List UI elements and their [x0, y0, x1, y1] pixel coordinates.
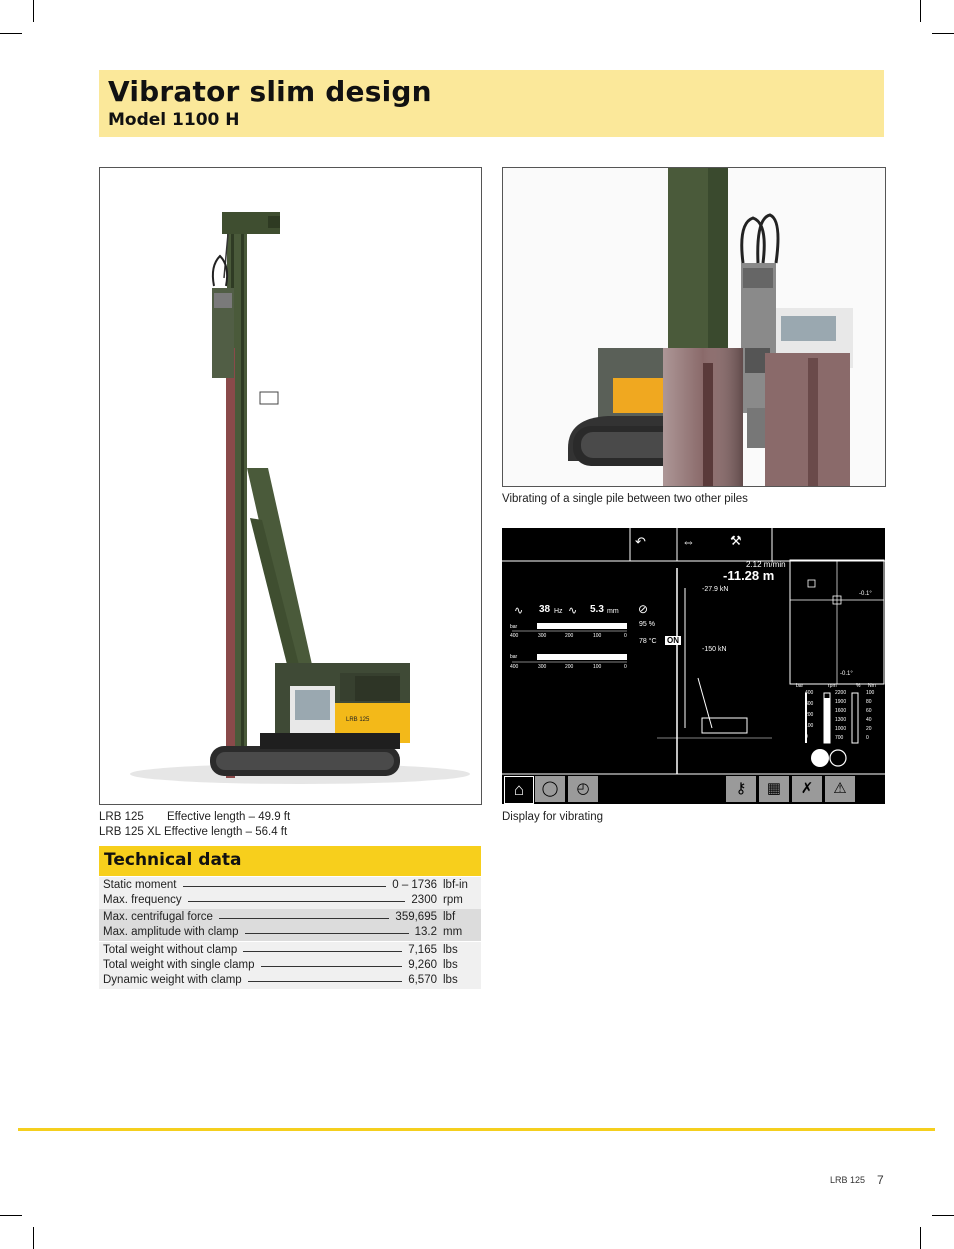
gauge-pressure-title: bar	[796, 683, 804, 689]
caption-row	[99, 810, 290, 825]
page-subtitle: Model 1100 H	[108, 110, 240, 130]
gauge-tick: 2200	[835, 690, 847, 696]
leader-line	[188, 901, 406, 902]
amplitude-unit: mm	[607, 608, 619, 615]
vibration-photo	[502, 167, 886, 487]
home-button[interactable]: ⌂	[504, 776, 534, 804]
scale-tick: 400	[510, 664, 519, 670]
tech-unit: lbs	[443, 959, 458, 971]
tech-row	[99, 973, 481, 988]
scale-tick: 300	[538, 633, 547, 639]
scale-tick: 100	[593, 633, 602, 639]
speed-readout: 2.12 m/min	[746, 560, 786, 569]
gauge-tick: 0	[805, 734, 808, 740]
display-caption: Display for vibrating	[502, 811, 603, 823]
wave-icon: ∿	[514, 605, 524, 617]
pressure-label-1: bar	[510, 624, 518, 630]
footer-rule	[18, 1128, 935, 1131]
caption-model: LRB 125	[99, 811, 144, 823]
tech-row	[99, 958, 481, 973]
tech-label: Total weight with single clamp	[103, 959, 255, 971]
pressure-label-2: bar	[510, 654, 518, 660]
leader-line	[243, 951, 402, 952]
gauge-rpm-title: rpm	[828, 683, 837, 689]
page-title: Vibrator slim design	[108, 75, 432, 108]
inclination-y: -0.1°	[840, 671, 853, 677]
gauge-tick: 20	[866, 726, 872, 732]
leader-line	[219, 918, 389, 919]
crop-mark	[932, 33, 954, 34]
no-entry-icon: ⊘	[638, 602, 649, 616]
scale-tick: 0	[624, 664, 627, 670]
gauge-torque-title: Nm	[868, 683, 876, 689]
tech-unit: lbf	[443, 911, 456, 923]
tech-unit: lbf-in	[443, 879, 468, 891]
gauge-tick: 100	[805, 723, 814, 729]
display-graphics	[502, 528, 885, 804]
leader-line	[245, 933, 409, 934]
crop-mark	[33, 1227, 34, 1249]
vibration-caption: Vibrating of a single pile between two other piles	[502, 493, 748, 505]
crop-mark	[33, 0, 34, 22]
caption-text: Effective length – 49.9 ft	[167, 811, 291, 823]
crop-mark	[0, 1215, 22, 1216]
tech-group	[99, 877, 481, 909]
page-header	[99, 70, 884, 137]
tech-row	[99, 925, 481, 940]
gauge-percent-title: %	[856, 683, 861, 689]
tech-label: Total weight without clamp	[103, 944, 238, 956]
gauge-tick: 700	[835, 735, 844, 741]
tech-value: 13.2	[414, 926, 437, 938]
scale-tick: 300	[538, 664, 547, 670]
rotate-icon[interactable]: ↶	[635, 534, 646, 549]
tech-value: 7,165	[408, 944, 437, 956]
gauge-tick: 1000	[835, 726, 847, 732]
tech-label: Max. centrifugal force	[103, 911, 213, 923]
grid-button[interactable]: ▦	[759, 776, 789, 802]
depth-readout: -11.28 m	[723, 568, 775, 583]
tech-value: 359,695	[395, 911, 437, 923]
caption-text: Effective length – 56.4 ft	[164, 826, 288, 838]
clamp-icon[interactable]: ⚒	[730, 533, 742, 548]
technical-data-title: Technical data	[104, 850, 242, 870]
tech-value: 0 – 1736	[392, 879, 437, 891]
rig-caption	[99, 810, 290, 840]
frequency-value: 38	[539, 604, 551, 615]
tech-value: 9,260	[408, 959, 437, 971]
tech-label: Max. amplitude with clamp	[103, 926, 239, 938]
vibration-illustration	[503, 168, 885, 486]
on-button[interactable]: ON	[667, 636, 679, 645]
crop-mark	[920, 1227, 921, 1249]
tech-label: Dynamic weight with clamp	[103, 974, 242, 986]
scale-tick: 200	[565, 664, 574, 670]
tech-value: 6,570	[408, 974, 437, 986]
leader-line	[183, 886, 387, 887]
vibration-display	[502, 528, 885, 804]
crop-mark	[932, 1215, 954, 1216]
gauge-tick: 200	[805, 712, 814, 718]
scale-tick: 0	[624, 633, 627, 639]
caption-row	[99, 825, 290, 840]
tech-unit: rpm	[443, 894, 463, 906]
tech-unit: lbs	[443, 944, 458, 956]
gauge-tick: 60	[866, 708, 872, 714]
tools-button[interactable]: ✗	[792, 776, 822, 802]
tech-row	[99, 943, 481, 958]
key-button[interactable]: ⚷	[726, 776, 756, 802]
caption-model: LRB 125 XL	[99, 826, 162, 838]
hydraulic-icon[interactable]: ⇔	[682, 534, 695, 549]
timer-button[interactable]: ◴	[568, 776, 598, 802]
percent-readout: 95 %	[639, 621, 655, 628]
tech-label: Max. frequency	[103, 894, 182, 906]
tech-group	[99, 942, 481, 989]
tech-unit: lbs	[443, 974, 458, 986]
gauge-tick: 400	[805, 690, 814, 696]
crop-mark	[0, 33, 22, 34]
tech-value: 2300	[411, 894, 437, 906]
machine-label: LRB 125	[346, 717, 370, 723]
footer-model: LRB 125	[830, 1175, 866, 1185]
mode-button[interactable]: ◯	[535, 776, 565, 802]
leader-line	[248, 981, 403, 982]
amplitude-icon: ∿	[568, 605, 578, 617]
force-top-readout: -27.9 kN	[702, 586, 729, 593]
gauge-tick: 1900	[835, 699, 847, 705]
gauge-tick: 100	[866, 690, 875, 696]
force-mid-readout: -150 kN	[702, 646, 727, 653]
scale-tick: 400	[510, 633, 519, 639]
gauge-tick: 40	[866, 717, 872, 723]
tech-unit: mm	[443, 926, 463, 938]
leader-line	[261, 966, 403, 967]
amplitude-value: 5.3	[590, 604, 604, 615]
inclination-x: -0.1°	[859, 591, 872, 597]
gauge-tick: 80	[866, 699, 872, 705]
technical-data-header	[99, 846, 481, 876]
tech-row	[99, 893, 481, 908]
scale-tick: 200	[565, 633, 574, 639]
gauge-tick: 300	[805, 701, 814, 707]
frequency-unit: Hz	[554, 608, 563, 615]
page-number: 7	[877, 1173, 884, 1187]
tech-group	[99, 909, 481, 941]
warning-button[interactable]: ⚠	[825, 776, 855, 802]
tech-label: Static moment	[103, 879, 177, 891]
gauge-tick: 1300	[835, 717, 847, 723]
rig-illustration	[100, 168, 481, 804]
tech-row	[99, 878, 481, 893]
gauge-tick: 1600	[835, 708, 847, 714]
scale-tick: 100	[593, 664, 602, 670]
gauge-tick: 0	[866, 735, 869, 741]
temperature-readout: 78 °C	[639, 638, 657, 645]
rig-photo	[99, 167, 482, 805]
tech-row	[99, 910, 481, 925]
crop-mark	[920, 0, 921, 22]
